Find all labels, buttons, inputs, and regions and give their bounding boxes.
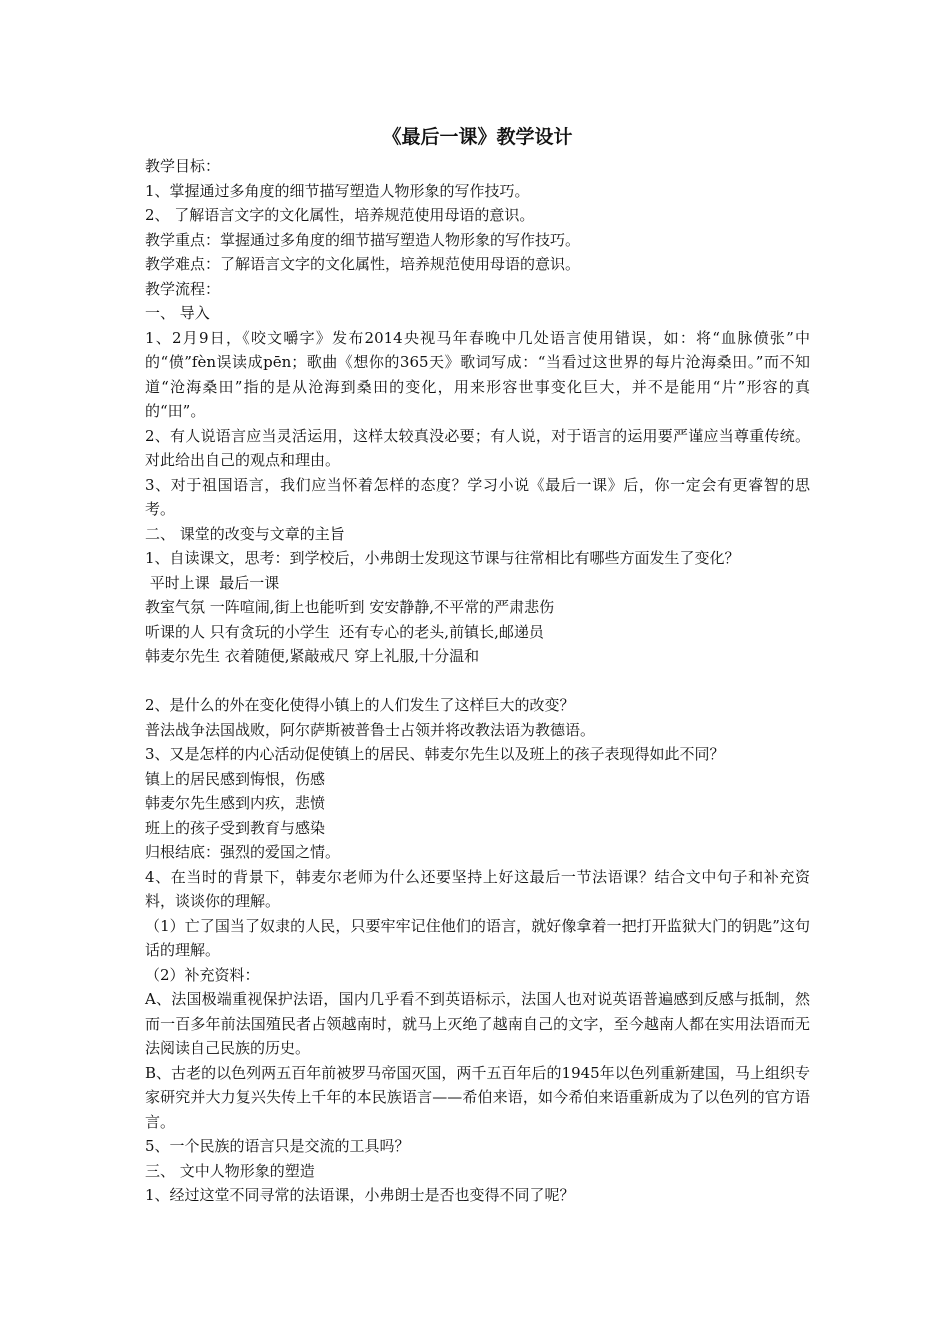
question-3: 3、又是怎样的内心活动促使镇上的居民、韩麦尔先生以及班上的孩子表现得如此不同？ xyxy=(145,745,725,763)
answer-3-children: 班上的孩子受到教育与感染 xyxy=(145,818,326,837)
question-1: 1、自读课文，思考：到学校后，小弗朗士发现这节课与往常相比有哪些方面发生了变化？ xyxy=(145,549,740,567)
question-2: 2、是什么的外在变化使得小镇上的人们发生了这样巨大的改变？ xyxy=(145,696,575,714)
supplement-a: A、法国极端重视保护法语，国内几乎看不到英语标示，法国人也对说英语普遍感到反感与抵制，然而一百多年前法国殖民者占领越南时，就马上灭绝了越南自己的文字，至今越南人都在实用法语而无法阅读自己民族的历史。 xyxy=(145,990,810,1057)
heading-classroom-change: 二、 课堂的改变与文章的主旨 xyxy=(145,524,345,543)
question-4-part-2: （2）补充资料： xyxy=(145,965,260,984)
character-question-1: 1、经过这堂不同寻常的法语课，小弗朗士是否也变得不同了呢？ xyxy=(145,1186,575,1204)
question-4: 4、在当时的背景下，韩麦尔老师为什么还要坚持上好这最后一节法语课？结合文中句子和补充资料，谈谈你的理解。 xyxy=(145,867,810,910)
question-5: 5、一个民族的语言只是交流的工具吗？ xyxy=(145,1137,410,1155)
comparison-row-audience: 听课的人 只有贪玩的小学生 还有专心的老头,前镇长,邮递员 xyxy=(145,622,544,641)
answer-3-residents: 镇上的居民感到悔恨，伤感 xyxy=(145,769,326,788)
document-title: 《最后一课》教学设计 xyxy=(382,126,573,148)
comparison-row-atmosphere: 教室气氛 一阵喧闹,街上也能听到 安安静静,不平常的严肃悲伤 xyxy=(145,598,555,616)
intro-paragraph-1: 1、2月9日，《咬文嚼字》发布2014央视马年春晚中几处语言使用错误，如：将“血脉偾张”中的“偾”fèn误读成pēn；歌曲《想你的365天》歌词写成：“当看过这世界的每片沧海桑田。”而不知道“沧海桑田”指的是从沧海到桑田的变化，用来形容世事变化巨大，并不是能用“片”形容的真的“田”。 xyxy=(145,328,810,420)
heading-character-portrayal: 三、 文中人物形象的塑造 xyxy=(145,1161,315,1180)
comparison-row-teacher: 韩麦尔先生 衣着随便,紧敲戒尺 穿上礼服,十分温和 xyxy=(145,647,480,665)
answer-3-teacher: 韩麦尔先生感到内疚，悲愤 xyxy=(145,794,326,812)
answer-2: 普法战争法国战败，阿尔萨斯被普鲁士占领并将改教法语为教德语。 xyxy=(145,720,596,739)
difficult-point: 教学难点：了解语言文字的文化属性，培养规范使用母语的意识。 xyxy=(145,255,581,273)
objective-1: 1、掌握通过多角度的细节描写塑造人物形象的写作技巧。 xyxy=(145,181,530,200)
objective-2: 2、 了解语言文字的文化属性，培养规范使用母语的意识。 xyxy=(145,206,535,224)
key-point: 教学重点：掌握通过多角度的细节描写塑造人物形象的写作技巧。 xyxy=(145,230,581,249)
answer-3-conclusion: 归根结底：强烈的爱国之情。 xyxy=(145,843,341,861)
question-4-part-1: （1）亡了国当了奴隶的人民，只要牢牢记住他们的语言，就好像拿着一把打开监狱大门的钥匙”这句话的理解。 xyxy=(145,916,810,959)
supplement-b: B、古老的以色列两五百年前被罗马帝国灭国，两千五百年后的1945年以色列重新建国，马上组织专家研究并大力复兴失传上千年的本民族语言——希伯来语，如今希伯来语重新成为了以色列的官方语言。 xyxy=(145,1063,810,1131)
comparison-header: 平时上课 最后一课 xyxy=(145,573,280,592)
document-page xyxy=(145,122,810,1208)
intro-paragraph-3: 3、对于祖国语言，我们应当怀着怎样的态度？学习小说《最后一课》后，你一定会有更睿智的思考。 xyxy=(145,475,810,518)
section-label-process: 教学流程： xyxy=(145,279,221,298)
blank-line xyxy=(145,669,810,694)
section-label-objectives: 教学目标： xyxy=(145,157,221,175)
intro-paragraph-2: 2、有人说语言应当灵活运用，这样太较真没必要；有人说，对于语言的运用要严谨应当尊重传统。对此给出自己的观点和理由。 xyxy=(145,426,810,469)
heading-introduction: 一、 导入 xyxy=(145,304,210,322)
